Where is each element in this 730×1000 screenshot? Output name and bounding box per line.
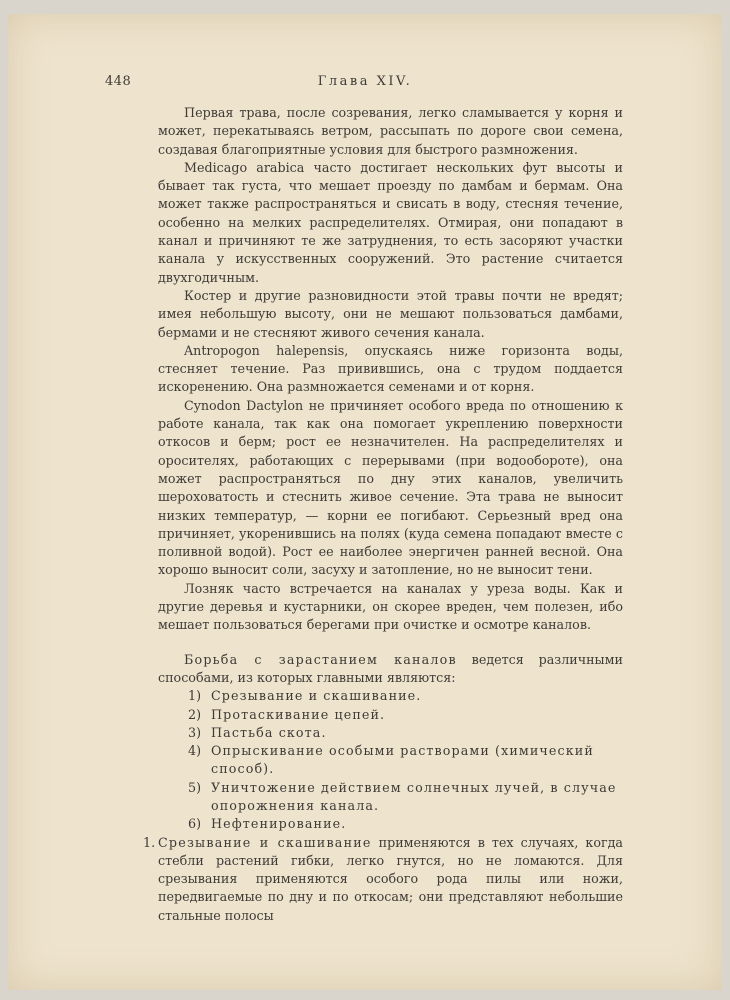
list-item-number: 2): [188, 706, 202, 722]
list-item-number: 1): [188, 688, 202, 704]
paragraph-method-1: [143, 834, 623, 925]
list-item: [158, 706, 623, 724]
list-item-number: 6): [188, 816, 202, 832]
list-item: [158, 742, 623, 779]
paragraph-koster: Костер и другие разновидности этой травы почти не вредят; имея небольшую высоту, они не мешают пользоваться дамбами, бермами и не стесняют живого сечения канала.: [158, 287, 623, 340]
struggle-rest-text: ведется различными способами, из которых главными являются:: [158, 651, 623, 685]
chapter-title: Глава XIV.: [317, 74, 413, 89]
paragraph-medicago: Medicago arabica часто достигает нескольких фут высоты и бывает так густа, что мешает проезду по дамбам и бермам. Она может также распространяться и свисать в воду, стесняя течение, особенно на мелких распределителях. Отмирая, они попадают в канал и причиняют те же затруднения, то есть засоряют участки канала у искусственных сооружений. Это растение считается двухгодичным.: [158, 159, 623, 285]
method-1-rest-text: применяются в тех случаях, когда стебли растений гибки, легко гнутся, но не ломаются. Для срезывания применяются особого рода пилы или ножи, передвигаемые по дну и по откосам; они представляют небольшие стальные полосы: [158, 834, 623, 923]
struggle-spaced-text: Борьба с зарастанием каналов: [184, 651, 457, 667]
list-item: [158, 815, 623, 833]
list-item-number: 5): [188, 779, 202, 795]
page-number: 448: [105, 74, 132, 89]
paragraph-cynodon: Cynodon Dactylon не причиняет особого вреда по отношению к работе канала, так как она помогает укреплению поверхности откосов и берм; рост ее незначителен. На распределителях и оросителях, работающих с перерывами (при водообороте), она может распространяться по дну этих каналов, увеличить шероховатость и стеснить живое сечение. Эта трава не выносит низких температур, — корни ее погибают. Серьезный вред она причиняет, укоренившись на полях (куда семена попадают вместе с поливной водой). Рост ее наиболее энергичен ранней весной. Она хорошо выносит соли, засуху и затопление, но не выносит тени.: [158, 397, 623, 578]
methods-list: [158, 687, 623, 833]
paragraph-struggle: [158, 651, 623, 688]
list-item: [158, 687, 623, 705]
list-item-text: Пастьба скота.: [211, 724, 327, 740]
paragraph-first-grass: Первая трава, после созревания, легко сламывается у корня и может, перекатываясь ветром, рассыпать по дороге свои семена, создавая благоприятные условия для быстрого размножения.: [158, 105, 623, 157]
list-item-text: Уничтожение действием солнечных лучей, в случае опорожнения канала.: [211, 779, 617, 813]
list-item-number: 4): [188, 743, 202, 759]
page-header: [8, 74, 722, 96]
list-item: [158, 724, 623, 742]
list-item-number: 3): [188, 724, 202, 740]
list-item-text: Нефтенирование.: [211, 816, 347, 832]
list-item-text: Опрыскивание особыми растворами (химический способ).: [211, 743, 594, 777]
paragraph-antropogon: Antropogon halepensis, опускаясь ниже горизонта воды, стесняет течение. Раз привившись, она с трудом поддается искоренению. Она размножается семенами и от корня.: [158, 342, 623, 395]
list-item: [158, 779, 623, 816]
page-body: [143, 104, 623, 925]
paragraph-loznyak: Лозняк часто встречается на каналах у уреза воды. Как и другие деревья и кустарники, он скорее вреден, чем полезен, ибо мешает пользоваться берегами при очистке и осмотре каналов.: [158, 580, 623, 633]
section-number: 1.: [143, 834, 156, 850]
list-item-text: Протаскивание цепей.: [211, 706, 386, 722]
method-1-spaced-text: Срезывание и скашивание: [158, 834, 372, 850]
book-page: [8, 14, 722, 990]
list-item-text: Срезывание и скашивание.: [211, 688, 422, 704]
